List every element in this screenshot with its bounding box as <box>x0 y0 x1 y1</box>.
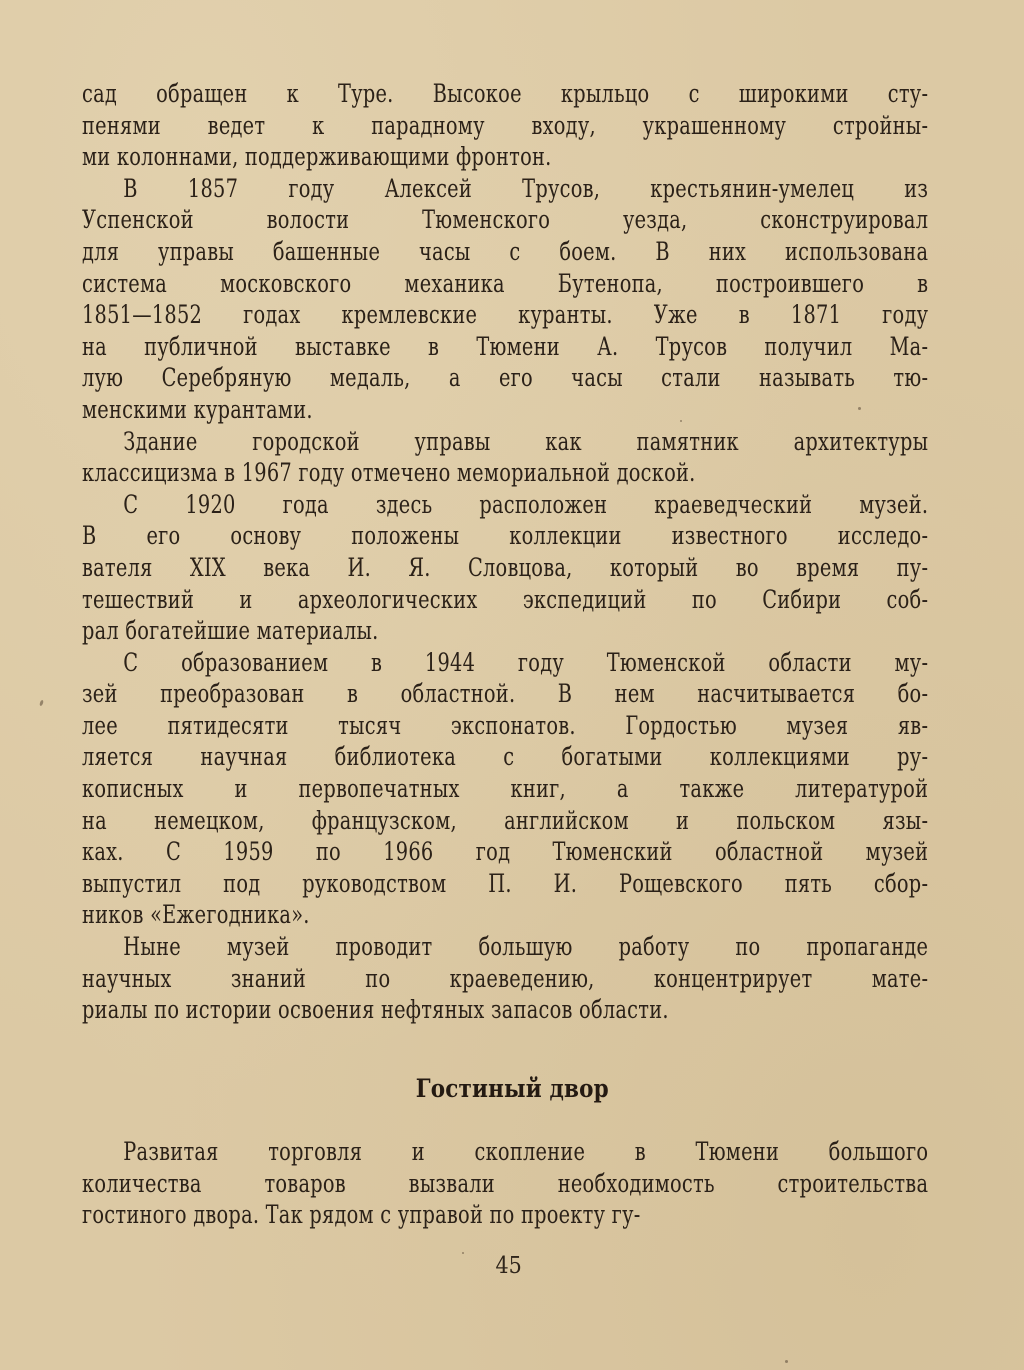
paper-speck <box>785 1360 788 1363</box>
text-line: рал богатейшие материалы. <box>82 616 379 646</box>
text-line: кописных и первопечатных книг, а также литературой <box>82 774 929 804</box>
page-number-text: 45 <box>495 1253 523 1279</box>
text-line: риалы по истории освоения нефтяных запасов области. <box>82 995 669 1025</box>
text-line: 1851—1852 годах кремлевские куранты. Уже в 1871 году <box>82 300 929 330</box>
text-line: В 1857 году Алексей Трусов, крестьянин-умелец из <box>123 173 929 203</box>
section-body <box>82 1136 928 1231</box>
section-heading-text: Гостиный двор <box>415 1074 609 1103</box>
text-line: Успенской волости Тюменского уезда, сконструировал <box>82 205 929 235</box>
text-line: лую Серебряную медаль, а его часы стали называть тю- <box>82 363 929 393</box>
text-line: классицизма в 1967 году отмечено мемориальной доской. <box>82 458 696 488</box>
paper-speck <box>680 420 682 422</box>
text-line: для управы башенные часы с боем. В них использована <box>82 236 929 266</box>
section-text-block <box>82 1136 928 1231</box>
text-line: лее пятидесяти тысяч экспонатов. Гордостью музея яв- <box>82 710 929 740</box>
paragraph <box>82 426 928 489</box>
text-line: Здание городской управы как памятник архитектуры <box>123 426 929 456</box>
text-line: количества товаров вызвали необходимость строительства <box>82 1168 929 1198</box>
text-line: ляется научная библиотека с богатыми коллекциями ру- <box>82 742 929 772</box>
section-heading <box>0 1074 1024 1103</box>
text-line: на немецком, французском, английском и польском язы- <box>82 805 929 835</box>
page-body <box>82 78 928 1026</box>
text-line: Развитая торговля и скопление в Тюмени большого <box>123 1137 929 1166</box>
text-line: В его основу положены коллекции известного исследо- <box>82 521 929 551</box>
paper-speck <box>858 407 861 410</box>
text-line: выпустил под руководством П. И. Рощевского пять сбор- <box>82 868 929 898</box>
text-line: гостиного двора. Так рядом с управой по проекту гу- <box>82 1200 641 1230</box>
paragraph <box>82 931 928 1026</box>
text-line: менскими курантами. <box>82 394 313 424</box>
paragraph <box>82 78 928 173</box>
text-block <box>82 78 928 1026</box>
text-line: ках. С 1959 по 1966 год Тюменский областной музей <box>82 837 929 867</box>
paragraph <box>82 647 928 931</box>
page-number <box>0 1253 1018 1279</box>
text-line: ми колоннами, поддерживающими фронтон. <box>82 142 552 172</box>
text-line: зей преобразован в областной. В нем насчитывается бо- <box>82 679 929 709</box>
text-line: сад обращен к Туре. Высокое крыльцо с широкими сту- <box>82 79 929 108</box>
text-line: вателя XIX века И. Я. Словцова, который во время пу- <box>82 552 929 582</box>
paragraph <box>82 1136 928 1231</box>
text-line: научных знаний по краеведению, концентрирует мате- <box>82 963 929 993</box>
text-line: ников «Ежегодника». <box>82 900 310 930</box>
paragraph <box>82 489 928 647</box>
text-line: Ныне музей проводит большую работу по пропаганде <box>123 932 929 962</box>
text-line: тешествий и археологических экспедиций по Сибири соб- <box>82 584 929 614</box>
paragraph <box>82 173 928 426</box>
paper-speck <box>462 1252 464 1254</box>
text-line: С 1920 года здесь расположен краеведческий музей. <box>123 489 929 519</box>
text-line: пенями ведет к парадному входу, украшенному стройны- <box>82 110 929 140</box>
paper-speck <box>39 700 44 707</box>
text-line: на публичной выставке в Тюмени А. Трусов получил Ма- <box>82 331 929 361</box>
text-line: С образованием в 1944 году Тюменской области му- <box>123 647 929 677</box>
text-line: система московского механика Бутенопа, построившего в <box>82 268 929 298</box>
